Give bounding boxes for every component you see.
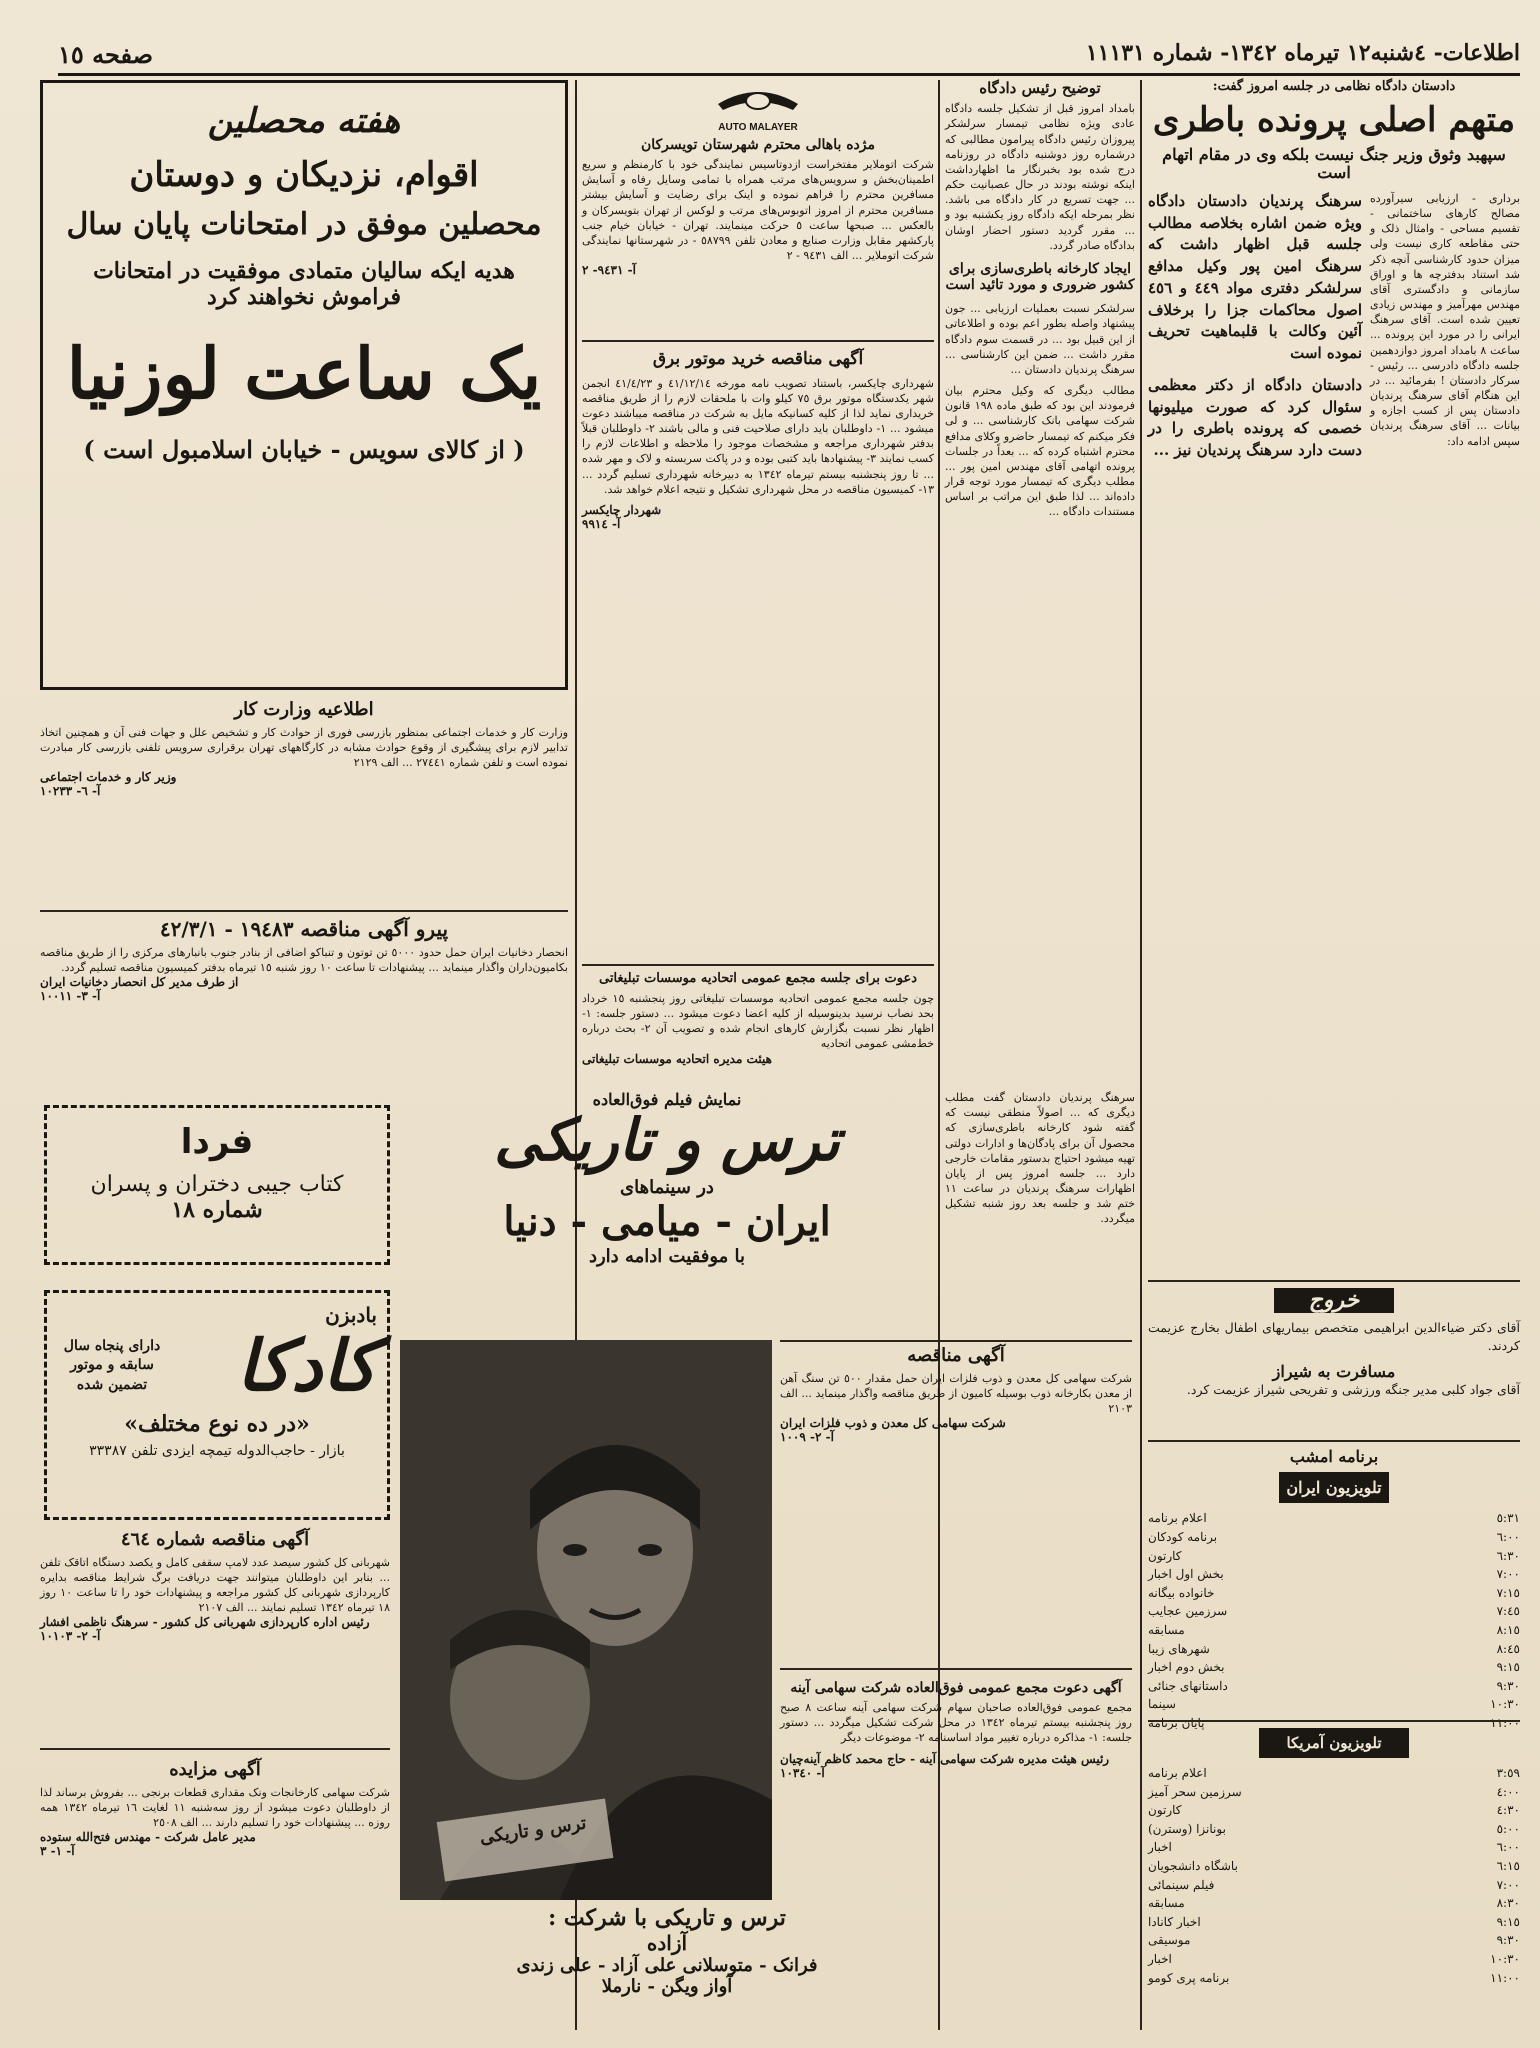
union-meeting: [582, 972, 934, 1072]
labor-heading: اطلاعیه وزارت کار: [234, 699, 374, 720]
tv-row: [1148, 1876, 1520, 1895]
tv-time: ٦:٣٠: [1496, 1548, 1520, 1563]
tv-program: داستانهای جنائی: [1148, 1678, 1228, 1693]
auto-malayer-heading: مژده باهالی محترم شهرستان تویسرکان: [640, 137, 876, 153]
auction-notice: [40, 1760, 390, 2028]
masthead: اطلاعات- ٤شنبه١٢ تیرماه ١٣٤٢- شماره ١١١٣١: [1085, 40, 1520, 66]
tv-program: مسابقه: [1148, 1896, 1185, 1911]
film-kicker: نمایش فیلم فوق‌العاده: [592, 1090, 742, 1109]
tv-program: اعلام برنامه: [1148, 1511, 1207, 1526]
union-body: چون جلسه مجمع عمومی اتحادیه موسسات تبلیغاتی روز پنجشنبه ١٥ خرداد بحد نصاب نرسید بدینوسیله از کلیه اعضا دعوت میشود ... دستور جلسه: ١- اظهار نظر نسبت بگزارش کارهای انجام شده و تصویب آن ٢- بحث درباره خط‌مشی عمومی اتحادیه: [582, 991, 935, 1051]
tv-time: ٦:١٥: [1496, 1858, 1520, 1873]
court-body-2: سرلشکر نسبت بعملیات ارزیابی ... جون پیشنهاد واصله بطور اعم بوده و اطلاعاتی از این قبیل بود ... در قسمت سوم دادگاه مقرر داشت ... ضمن این کارشناسی ... سرهنگ پرندیان دادستان ...: [945, 302, 1135, 376]
film-ad: [398, 1090, 936, 1330]
mirror-ref: آ- ١٠٣٤٠: [780, 1765, 825, 1780]
film-credit-title: ترس و تاریکی با شرکت :: [548, 1905, 786, 1931]
kadka-badge: دارای پنجاه سال سابقه و موتور تضمین شده: [63, 1337, 161, 1393]
tv-program: برنامه کودکان: [1148, 1529, 1218, 1544]
lead-kicker: دادستان دادگاه نظامی در جلسه امروز گفت:: [1212, 79, 1456, 94]
tv-america-logo: تلویزیون آمریکا: [1259, 1728, 1409, 1758]
travel-text: آقای جواد کلبی مدیر جنگه ورزشی و تفریحی شیراز عزیمت کرد.: [1186, 1382, 1520, 1398]
iron-tender-ref: آ- ٢- ١٠٠٩: [780, 1430, 834, 1445]
labor-ref: آ- ٦- ١٠٢٣٣: [40, 784, 101, 799]
auction-ref: آ- ١- ٣: [40, 1844, 75, 1859]
tv-row: [1148, 1857, 1520, 1876]
farda-line-2: کتاب جیبی دختران و پسران: [90, 1172, 344, 1197]
tv-row: [1148, 1584, 1520, 1603]
tender-464-ref: آ- ٢- ١٠١٠٣: [40, 1629, 101, 1644]
court-heading: توضیح رئیس دادگاه: [979, 79, 1101, 97]
tv-row: [1148, 1528, 1520, 1547]
farda-title: فردا: [180, 1122, 254, 1162]
tv-time: ٩:١٥: [1496, 1660, 1520, 1675]
page-number: صفحه ١٥: [58, 40, 154, 69]
column-rule: [1140, 80, 1142, 2030]
film-cast-3: آواز ویگن - نارملا: [601, 1976, 733, 1997]
labor-body: وزارت کار و خدمات اجتماعی بمنظور بازرسی فوری از حوادث کار و تشخیص علل و جهات فنی آن و همچنین اتخاذ تدابیر لازم برای پیشگیری از وقوع حوادث مشابه در کارگاههای تهران برقراری سرویس تلفنی بازرسی کار مبادرت نموده است و تلفن شماره ٢٧٤٤١ ... الف ٢١٢٩: [40, 725, 568, 770]
tv-time: ٨:٤٥: [1496, 1641, 1520, 1656]
tv-row: [1148, 1640, 1520, 1659]
mirror-heading: آگهی دعوت مجمع عمومی فوق‌العاده شرکت سهامی آینه: [790, 1680, 1122, 1696]
court-body-3: مطالب دیگری که وکیل محترم بیان فرمودند این بود که طبق ماده ١٩٨ قانون شرکت سهامی بانک کارشناسی ... و لی فکر میکنم که تیمسار حاضرو وکلای مدافع محترم اشتباه کرده که ... بعداً در جلسات پرونده اتهامی آقای مهندس امین پور ... مطلب دیگری که تیمسار مورد توجه قرار داده‌اند ... لذا طبق این مراتب بر اساس مستندات دادگاه ...: [945, 384, 1135, 519]
tv-row: [1148, 1801, 1520, 1820]
tv-row: [1148, 1838, 1520, 1857]
tender-464-body: شهربانی کل کشور سیصد عدد لامپ سقفی کامل و یکصد دستگاه اتاقک تلفن ... بنابر این داوطلبان میتوانند جهت دریافت برگ شرایط مناقصه بدایره کارپردازی شهربانی کل کشور مراجعه و پیشنهادات خود را تا ساعت ١٠ روز ١٨ تیرماه ١٣٤٢ تسلیم نمایند ... الف ٢١٠٧: [40, 1555, 391, 1615]
auto-malayer-body: شرکت اتوملایر مفتخراست ازدوتاسیس نمایندگی خود با کارمنظم و سریع اطمینان‌بخش و سرویس‌های مرتب همراه با تمامی وسایل رفاه و آسایش مسافرین محترم را فراهم نموده و اینک برای رضایت و آسایش بیشتر مسافرین محترم از امروز اتوبوس‌های مرتب و لوکس از تهران بتویسرکان و بالعکس ... صبحها ساعت ٥ حرکت مینمایند. تهران - خیابان خیام جنب پارکشهر مقابل وزارت صنایع و معادن تلفن ٥٨٧٩٩ - در شهرستانها نمایندگی شرکت اتوملایر ... الف ٩٤٣١ - ٢: [582, 158, 934, 263]
film-cast-1: آزاده: [646, 1931, 688, 1955]
lead-story: [1148, 80, 1520, 1090]
lozonia-line-3: محصلین موفق در امتحانات پایان سال: [66, 207, 542, 242]
tv-row: [1148, 1602, 1520, 1621]
mirror-meeting: [780, 1680, 1132, 2025]
tv-program: اخبار: [1148, 1840, 1172, 1855]
union-sig: هیئت مدیره اتحادیه موسسات تبلیغاتی: [582, 1051, 772, 1066]
farda-line-3: شماره ١٨: [171, 1197, 263, 1223]
tv-program: سرزمین سحر آمیز: [1148, 1784, 1242, 1799]
court-body: بامداد امروز قبل از تشکیل جلسه دادگاه عادی ویژه نظامی تیمسار سرلشکر پیروزان رئیس دادگاه پیرامون مطالبی که درشماره روز دوشنبه دادگاه در روزنامه درج شده بود بخبرنگار ما اظهارداشت اینکه نوشته بودند در حال عصبانیت حکم ... جهت تسریع در کار دادگاه می باشد. نظر بمرحله ایکه دادگاه روز یکشنبه بود و ... مقرر گردید دستور احضار اوشان بدادگاه صادر گردد.: [945, 102, 1135, 252]
farda-ad: [44, 1105, 390, 1265]
lead-bullet-2: دادستان دادگاه از دکتر معظمی سئوال کرد که صورت میلیونها خصمی که پرونده باطری را در دست دارد سرهنگ پرندیان نیز ...: [1148, 375, 1362, 460]
tv-program: برنامه پری کومو: [1148, 1970, 1230, 1985]
court-continued-body: سرهنگ پرندیان دادستان گفت مطلب دیگری که ... اصولاً منطقی نیست که گفته شود کارخانه باطری‌سازی که محصول آن برای پادگان‌ها و ادارات دولتی تهیه میشود احتیاج بدستور مقامات خارجی دارد ... جلسه امروز پس از پایان اظهارات سرهنگ پرندیان در ساعت ١١ ختم شد و جلسه بعد روز شنبه تشکیل میگردد.: [945, 1091, 1135, 1226]
tv-program: فیلم سینمائی: [1148, 1877, 1215, 1892]
lozonia-line-5: یک ساعت لوزنیا: [66, 332, 542, 415]
tv-row: [1148, 1820, 1520, 1839]
lozonia-line-1: هفته محصلین: [207, 101, 401, 141]
labor-notice: [40, 700, 568, 912]
tv-row: [1148, 1565, 1520, 1584]
tv-time: ١٠:٣٠: [1490, 1951, 1520, 1966]
tv-iran-logo: تلویزیون ایران: [1279, 1472, 1389, 1503]
kadka-prefix: بادبزن: [325, 1303, 377, 1327]
court-story: [945, 80, 1135, 1080]
tv-time: ٧:١٥: [1496, 1585, 1520, 1600]
tv-time: ١١:٠٠: [1490, 1970, 1520, 1985]
mirror-body: مجمع عمومی فوق‌العاده صاحبان سهام شرکت سهامی آینه ساعت ٨ صبح روز پنجشنبه بیستم تیرماه ١٣٤٢ در محل شرکت تشکیل میگردد ... دستور جلسه: ١- مذاکره درباره تغییر مواد اساسنامه ٢- موضوعات دیگر: [780, 1701, 1132, 1745]
tobacco-tender: [40, 918, 568, 1088]
iron-tender: [780, 1340, 1132, 1670]
iron-tender-sig: شرکت سهامی کل معدن و ذوب فلزات ایران: [780, 1416, 1006, 1431]
tobacco-heading: پیرو آگهی مناقصه ١٩٤٨٣ - ٤٢/٣/١: [159, 917, 449, 941]
tv-time: ٦:٠٠: [1496, 1840, 1520, 1855]
lead-bullet-1: سرهنگ پرندیان دادستان دادگاه ویژه ضمن اشاره بخلاصه مطالب جلسه قبل اظهار داشت که سرهنگ امین پور وکیل مدافع سرلشکر دفتری مواد ٤٤٩ و ٤٥٦ اصول محاکمات جزا را برخلاف آئین وکالت با قلبماهیت تحریف نموده است: [1148, 191, 1362, 363]
tv-program: خانواده بیگانه: [1148, 1585, 1215, 1600]
auction-sig: مدیر عامل شرکت - مهندس فتح‌الله ستوده: [40, 1830, 256, 1845]
lead-headline: متهم اصلی پرونده باطری: [1152, 99, 1516, 140]
tv-program: سرزمین عجایب: [1148, 1604, 1228, 1619]
film-poster-photo: [400, 1340, 772, 1900]
tv-time: ٦:٠٠: [1496, 1529, 1520, 1544]
tv-program: اخبار: [1148, 1951, 1172, 1966]
tv-time: ٧:٠٠: [1496, 1567, 1520, 1582]
tobacco-sig: از طرف مدیر کل انحصار دخانیات ایران: [40, 975, 239, 990]
tv-time: ٨:١٥: [1496, 1622, 1520, 1637]
tv-program: مسابقه: [1148, 1622, 1185, 1637]
auto-malayer-ref: آ- ٩٤٣١- ٢: [582, 263, 636, 278]
tv-row: [1148, 1783, 1520, 1802]
tv-program: موسیقی: [1148, 1933, 1191, 1948]
tv-time: ٩:٣٠: [1496, 1933, 1520, 1948]
tender-464: [40, 1530, 390, 1750]
tender-464-heading: آگهی مناقصه شماره ٤٦٤: [120, 1529, 310, 1550]
film-cast-2: فرانک - متوسلانی علی آزاد - علی زندی: [516, 1955, 818, 1976]
kadka-ad: [44, 1290, 390, 1520]
auction-body: شرکت سهامی کارخانجات ونک مقداری قطعات برنجی ... بفروش برساند لذا از داوطلبان دعوت میشود از روز سه‌شنبه ١١ لغایت ١٦ تیرماه ١٣٤٢ همه روزه ... پیشنهادات خود را تسلیم دارند ... الف ٢٥٠٨: [40, 1785, 390, 1830]
court-list-heading: ایجاد کارخانه باطری‌سازی برای کشور ضروری و مورد تائید است: [945, 260, 1135, 294]
tv-heading: برنامه امشب: [1289, 1447, 1379, 1466]
tv-program: کارتون: [1148, 1803, 1182, 1818]
auction-heading: آگهی مزایده: [169, 1759, 261, 1780]
tv-program: سینما: [1148, 1697, 1176, 1712]
union-heading: دعوت برای جلسه مجمع عمومی اتحادیه موسسات تبلیغاتی: [598, 971, 918, 986]
tv-row: [1148, 1695, 1520, 1714]
tv-row: [1148, 1677, 1520, 1696]
tv-time: ٩:١٥: [1496, 1914, 1520, 1929]
motor-tender-ref: آ- ٩٩١٤: [582, 516, 621, 531]
tv-program: بخش دوم اخبار: [1148, 1660, 1225, 1675]
travel-heading: مسافرت به شیراز: [1272, 1361, 1396, 1381]
tv-iran-list: [1148, 1509, 1520, 1732]
tv-time: ٨:٣٠: [1496, 1896, 1520, 1911]
tv-program: پایان برنامه: [1148, 1715, 1205, 1730]
tv-row: [1148, 1621, 1520, 1640]
tv-america-list: [1148, 1764, 1520, 1987]
lozonia-line-2: اقوام، نزدیکان و دوستان: [129, 155, 479, 195]
tobacco-ref: آ- ٣- ١٠٠١١: [40, 989, 101, 1004]
tv-time: ٤:٠٠: [1496, 1784, 1520, 1799]
tv-row: [1148, 1913, 1520, 1932]
kadka-types: «در ده نوع مختلف»: [124, 1411, 310, 1437]
tv-iran-schedule: [1148, 1440, 1520, 1730]
tv-program: باشگاه دانشجویان: [1148, 1858, 1238, 1873]
tv-program: اعلام برنامه: [1148, 1766, 1207, 1780]
tv-time: ٥:٠٠: [1496, 1821, 1520, 1836]
tv-row: [1148, 1894, 1520, 1913]
tv-time: ٥:٣١: [1496, 1511, 1520, 1526]
page-header: [58, 36, 1520, 76]
exit-notice: [1148, 1280, 1520, 1420]
lead-body: برداری - ارزیابی سیرآورده مصالح کارهای ساختمانی - تقسیم مساحی - وامثال ذلک و حتی مقاطعه کاری نیست ولی میزان حدود کارشناسی آنچه ذکر شد استناد بدفترچه ها و اوراق سازمانی و دادگستری آقای مهندس مهرآمیز و مهندس زیادی تعیین شده است. آقای سرهنگ ایرانی را در مورد این پرونده ... ساعت ٨ بامداد امروز دوازدهمین جلسه دادگاه دادرسی ... رئیس - سرکار دادستان ! بفرمائید ... در این هنگام آقای سرهنگ پرندیان دادستان پس از کسب اجازه و بیانات ... آقای سرهنگ پرندیان سپس ادامه داد:: [1370, 191, 1520, 448]
kadka-address: بازار - حاجب‌الدوله تیمچه ایزدی تلفن ٣٣٣٨٧: [89, 1443, 345, 1459]
lead-subhead: سپهبد وثوق وزیر جنگ نیست بلکه وی در مقام اتهام است: [1162, 145, 1506, 183]
tv-row: [1148, 1764, 1520, 1783]
tv-time: ٤:٣٠: [1496, 1803, 1520, 1818]
lozonia-line-6: ( از کالای سویس - خیابان اسلامبول است ): [83, 435, 525, 464]
tv-row: [1148, 1969, 1520, 1988]
tender-464-sig: رئیس اداره کارپردازی شهربانی کل کشور - سرهنگ ناظمی افشار: [40, 1615, 370, 1630]
exit-heading: خروج: [1274, 1288, 1394, 1313]
tv-row: [1148, 1547, 1520, 1566]
tv-program: بخش اول اخبار: [1148, 1567, 1224, 1582]
motor-tender-heading: آگهی مناقصه خرید موتور برق: [652, 349, 864, 369]
tv-time: ٧:٠٠: [1496, 1877, 1520, 1892]
film-status: با موفقیت ادامه دارد: [588, 1245, 746, 1267]
lozonia-line-4: هدیه ایکه سالیان متمادی موفقیت در امتحانات فراموش نخواهند کرد: [93, 258, 515, 310]
tv-row: [1148, 1931, 1520, 1950]
tv-time: ٣:٥٩: [1496, 1766, 1520, 1780]
tv-time: ١١:٠٠: [1490, 1715, 1520, 1730]
tv-time: ٧:٤٥: [1496, 1604, 1520, 1619]
tv-time: ١٠:٣٠: [1490, 1697, 1520, 1712]
tv-row: [1148, 1950, 1520, 1969]
exit-text: آقای دکتر ضیاءالدین ابراهیمی متخصص بیماریهای اطفال بخارج عزیمت کردند.: [1148, 1320, 1520, 1354]
film-poster-caption: ترس و تاریکی: [478, 1812, 588, 1849]
auto-malayer-ad: [582, 80, 934, 342]
motor-tender: [582, 346, 934, 966]
tv-row: [1148, 1658, 1520, 1677]
mirror-sig: رئیس هیئت مدیره شرکت سهامی آینه - حاج محمد کاظم آینه‌چیان: [780, 1751, 1110, 1766]
film-title: ترس و تاریکی: [494, 1106, 840, 1174]
iron-tender-body: شرکت سهامی کل معدن و ذوب فلزات ایران حمل مقدار ٥٠٠ تن سنگ آهن از معدن بکارخانه ذوب بوسیله کامیون از طریق مناقصه واگذار مینماید ... الف ٢١٠٣: [780, 1371, 1132, 1416]
film-cinemas-intro: در سینماهای: [620, 1176, 714, 1198]
tv-program: کارتون: [1148, 1548, 1182, 1563]
motor-tender-sig: شهردار چایکسر: [582, 502, 662, 517]
film-cinemas: ایران - میامی - دنیا: [503, 1197, 831, 1245]
bus-emblem-icon: [713, 84, 803, 118]
tobacco-body: انحصار دخانیات ایران حمل حدود ٥٠٠٠ تن توتون و تنباکو اضافی از بنادر جنوب بانبارهای مرکزی را از طریق مناقصه بکامیون‌داران واگذار مینماید ... پیشنهادات تا ساعت ١٠ روز شنبه ١٥ تیرماه بدفتر کمیسیون مناقصه تسلیم گردد.: [40, 946, 569, 975]
tv-program: بونانزا (وسترن): [1148, 1821, 1226, 1836]
tv-program: شهرهای زیبا: [1148, 1641, 1210, 1656]
labor-sig: وزیر کار و خدمات اجتماعی: [40, 770, 177, 785]
kadka-brand: کادکا: [236, 1324, 377, 1407]
lozonia-ad: [40, 80, 568, 690]
tv-row: [1148, 1509, 1520, 1528]
motor-tender-body: شهرداری چایکسر، باستناد تصویب نامه مورخه ٤١/١٢/١٤ و ٤١/٤/٢٣ انجمن شهر یکدستگاه موتور برق ٧٥ کیلو وات با ملحقات لازم را از طریق مناقصه خریداری نماید لذا از کلیه کسانیکه مایل به شرکت در مناقصه میباشند دعوت میشود ... ١- داوطلبان باید دارای صلاحیت فنی و مالی باشند ٢- داوطلبان قبلاً بدفتر شهرداری مراجعه و مشخصات موجود را ملاحظه و اطلاعات لازم را کسب نمایند ٣- پیشنهادها باید کتبی بوده و در پاکت سربسته و لاک و مهر شده ... تا روز پنجشنبه بیستم تیرماه ١٣٤٢ به دبیرخانه شهرداری تسلیم گردد ... ١٣- کمیسیون مناقصه در محل شهرداری تشکیل و نتیجه اعلام خواهد شد.: [582, 376, 935, 496]
tv-america-schedule: [1148, 1720, 1520, 2020]
tv-program: اخبار کانادا: [1148, 1914, 1201, 1929]
tv-time: ٩:٣٠: [1496, 1678, 1520, 1693]
auto-malayer-brand: AUTO MALAYER: [718, 122, 798, 133]
iron-tender-heading: آگهی مناقصه: [907, 1345, 1005, 1366]
